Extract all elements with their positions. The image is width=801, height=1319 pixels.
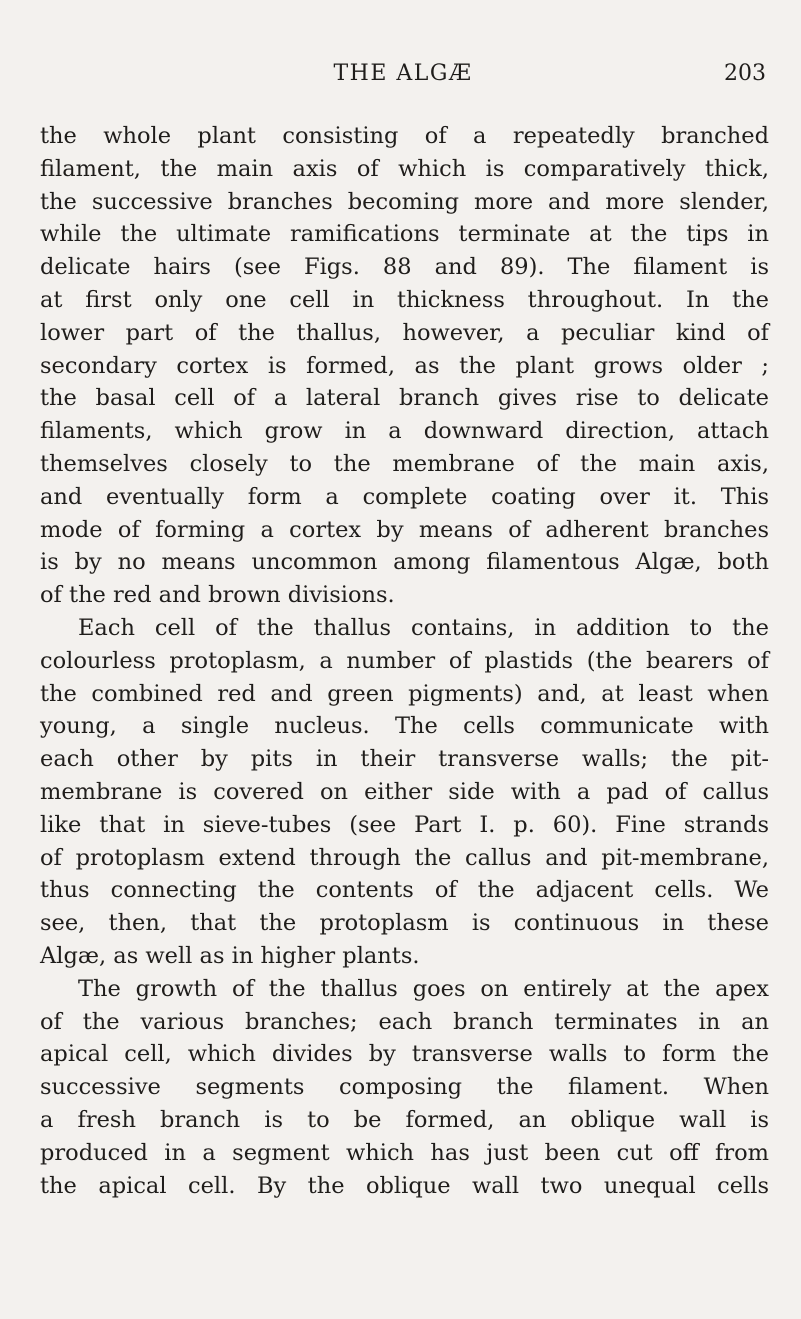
text-line: filament, the main axis of which is comparatively thick, bbox=[40, 155, 769, 182]
text-line: is by no means uncommon among filamentous Algæ, both bbox=[40, 549, 769, 576]
text-line: of the red and brown divisions. bbox=[40, 582, 395, 609]
text-line: the combined red and green pigments) and, at least when bbox=[40, 680, 769, 707]
text-line: the basal cell of a lateral branch gives rise to delicate bbox=[40, 385, 769, 412]
page-number: 203 bbox=[724, 61, 766, 86]
paragraph-3 bbox=[40, 973, 769, 1203]
text-line: of the various branches; each branch terminates in an bbox=[40, 1008, 769, 1035]
text-line: secondary cortex is formed, as the plant grows older ; bbox=[40, 352, 769, 379]
text-line: mode of forming a cortex by means of adherent branches bbox=[40, 516, 769, 543]
text-line: of protoplasm extend through the callus and pit-membrane, bbox=[40, 844, 769, 871]
paragraph-1 bbox=[40, 120, 769, 612]
text-line: young, a single nucleus. The cells communicate with bbox=[40, 713, 769, 740]
text-line: each other by pits in their transverse walls; the pit- bbox=[40, 746, 769, 773]
text-line: at first only one cell in thickness throughout. In the bbox=[40, 286, 769, 313]
text-line: the apical cell. By the oblique wall two unequal cells bbox=[40, 1172, 769, 1199]
text-line: the successive branches becoming more and more slender, bbox=[40, 188, 769, 215]
text-line: delicate hairs (see Figs. 88 and 89). The filament is bbox=[40, 254, 769, 281]
text-line: Each cell of the thallus contains, in addition to the bbox=[78, 614, 769, 641]
running-title: THE ALGÆ bbox=[333, 61, 473, 86]
text-line: see, then, that the protoplasm is continuous in these bbox=[40, 910, 769, 937]
text-line: the whole plant consisting of a repeatedly branched bbox=[40, 123, 769, 149]
text-line: like that in sieve-tubes (see Part I. p. 60). Fine strands bbox=[40, 811, 769, 838]
text-line: successive segments composing the filament. When bbox=[40, 1074, 769, 1101]
text-line: The growth of the thallus goes on entirely at the apex bbox=[78, 975, 769, 1002]
paragraph-2 bbox=[40, 612, 769, 973]
text-line: apical cell, which divides by transverse walls to form the bbox=[40, 1041, 769, 1068]
text-line: themselves closely to the membrane of the main axis, bbox=[40, 450, 769, 477]
text-line: thus connecting the contents of the adjacent cells. We bbox=[40, 877, 769, 904]
running-head bbox=[40, 57, 766, 91]
text-line: a fresh branch is to be formed, an oblique wall is bbox=[40, 1106, 769, 1133]
text-line: and eventually form a complete coating over it. This bbox=[40, 483, 769, 510]
text-line: produced in a segment which has just been cut off from bbox=[40, 1139, 769, 1166]
text-line: filaments, which grow in a downward direction, attach bbox=[40, 418, 769, 445]
text-line: while the ultimate ramifications terminate at the tips in bbox=[40, 221, 769, 248]
text-line: colourless protoplasm, a number of plastids (the bearers of bbox=[40, 647, 769, 674]
text-line: Algæ, as well as in higher plants. bbox=[40, 942, 420, 969]
text-line: lower part of the thallus, however, a peculiar kind of bbox=[40, 319, 769, 346]
body-text bbox=[40, 120, 769, 1202]
text-line: membrane is covered on either side with a pad of callus bbox=[40, 778, 769, 805]
